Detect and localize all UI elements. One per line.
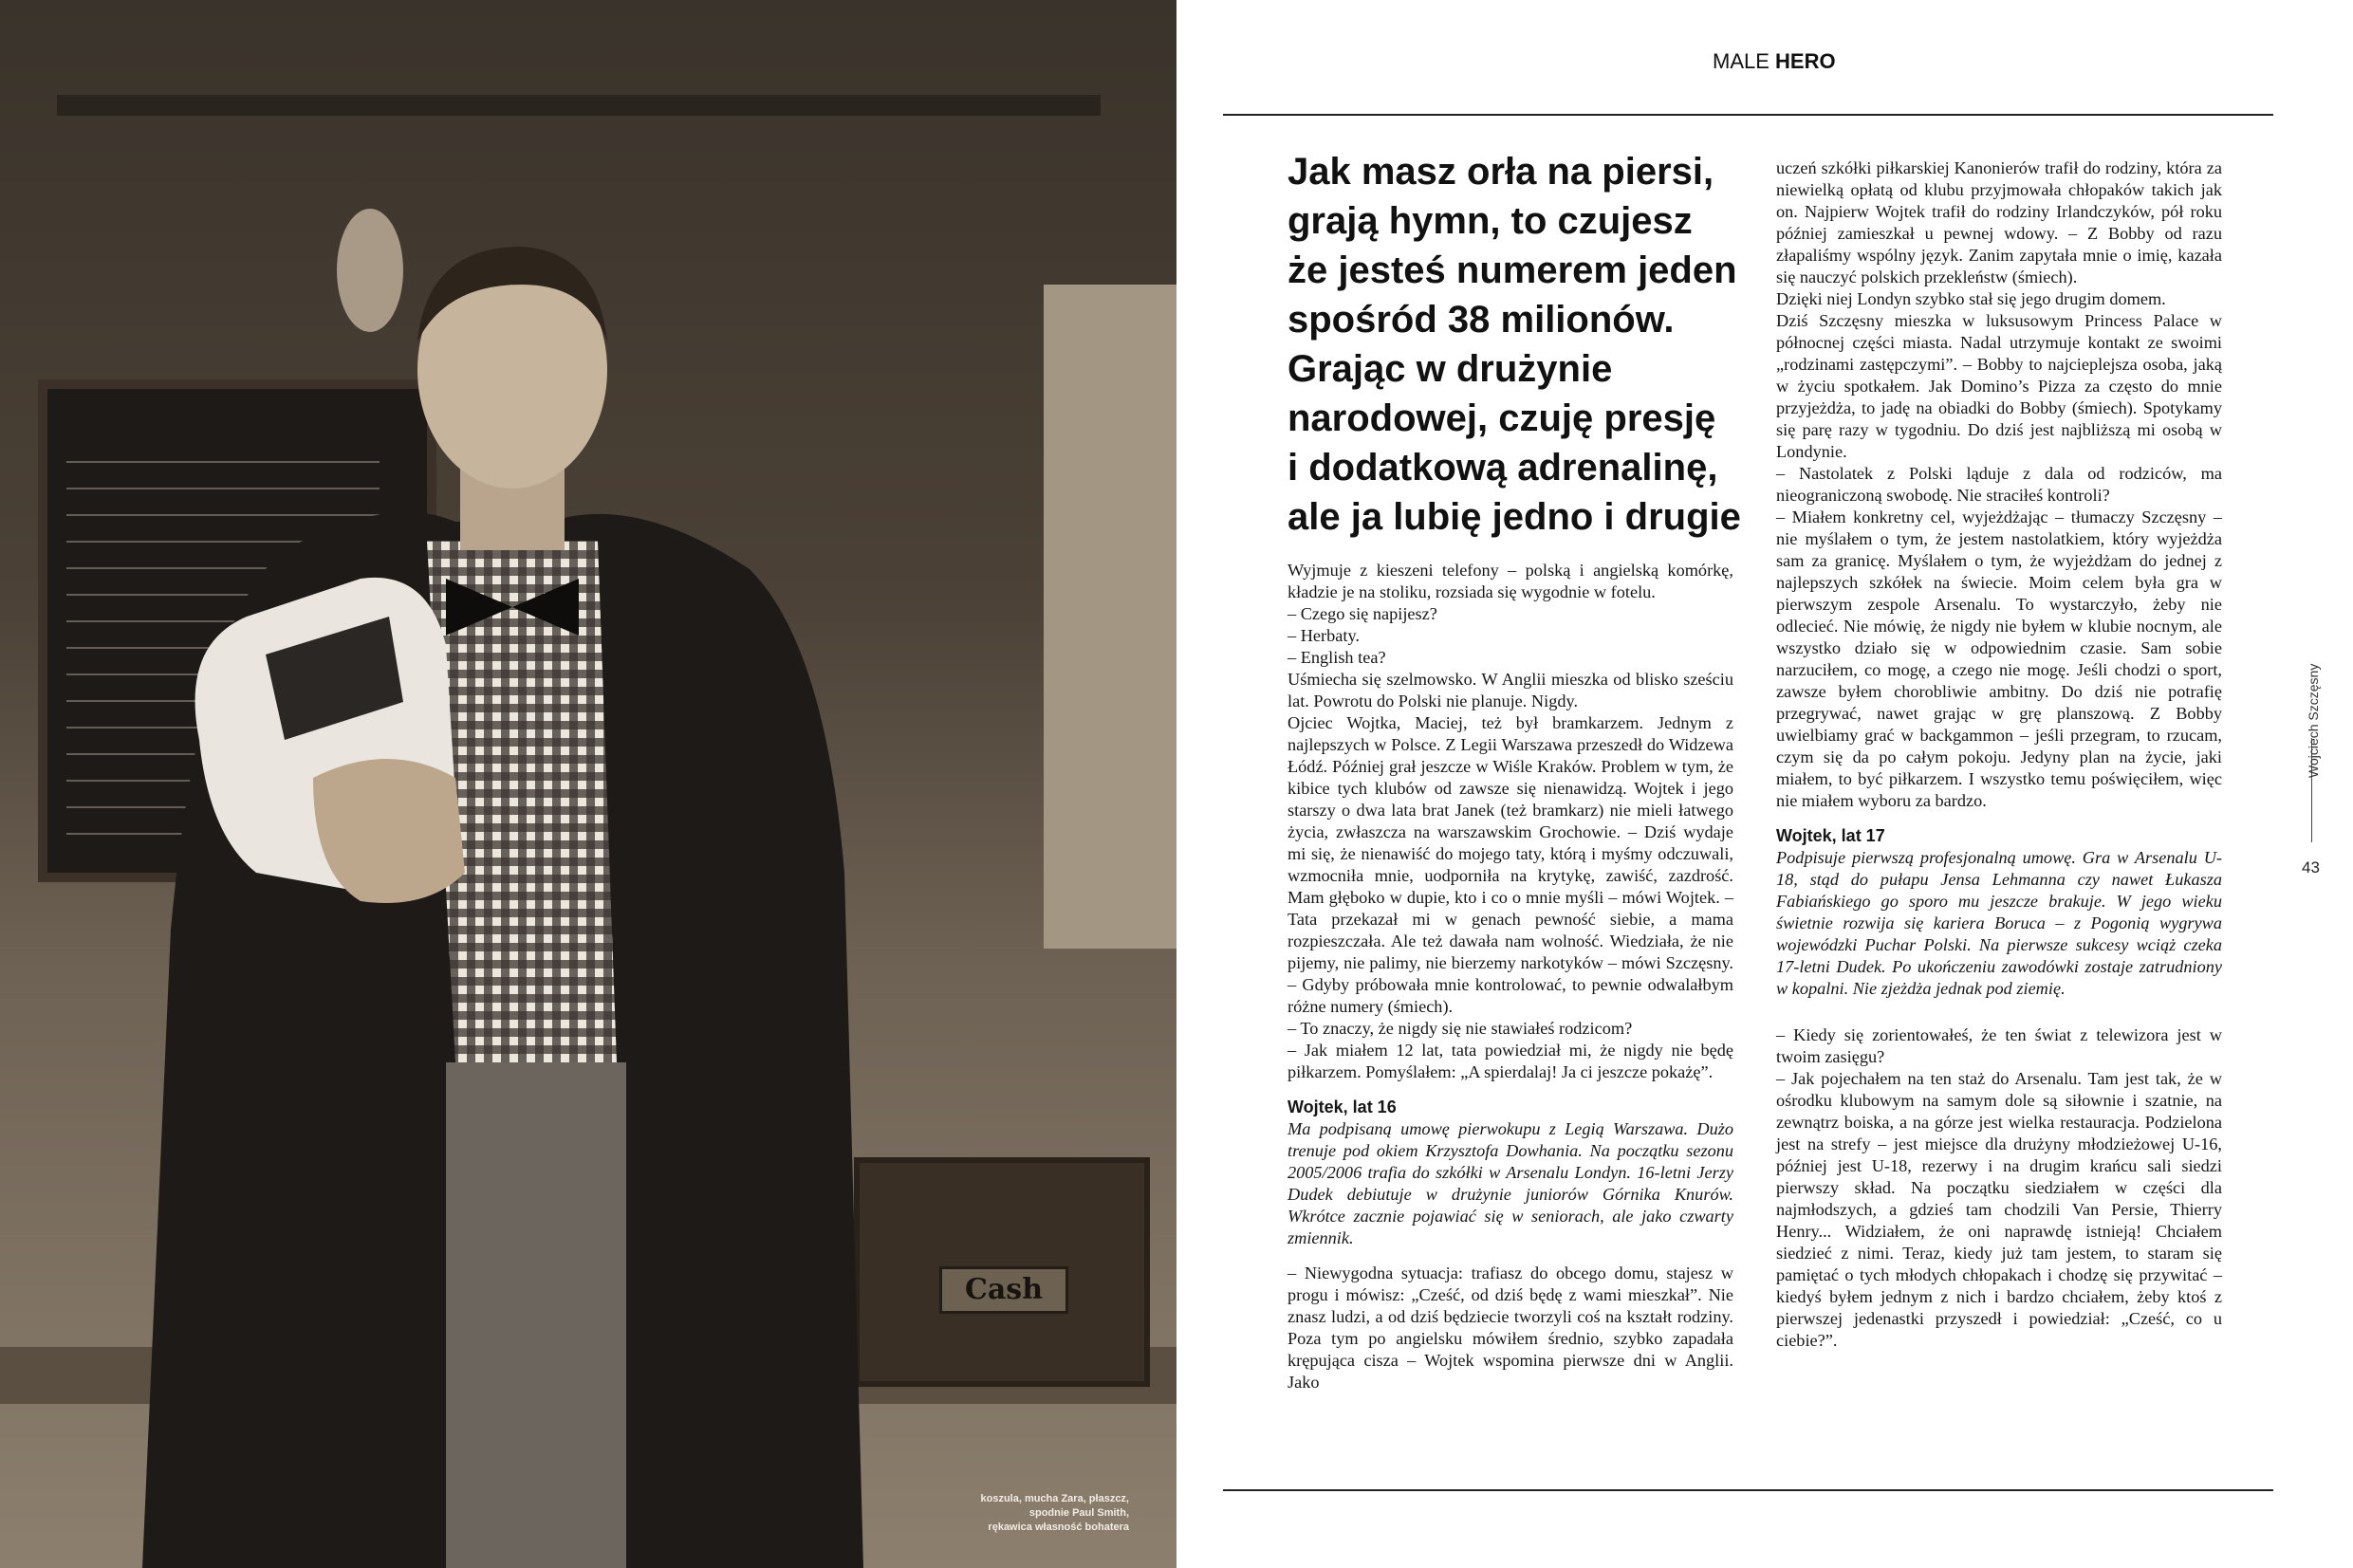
body-paragraph: Dzięki niej Londyn szybko stał się jego drugim domem.: [1776, 289, 2166, 308]
spacer: [1288, 1249, 1733, 1263]
photo-trousers: [446, 1062, 626, 1568]
section-label-bold: HERO: [1775, 49, 1836, 73]
section-label-light: MALE: [1713, 49, 1776, 73]
photo-shelf: [57, 95, 1101, 116]
photo-window-light: [1044, 285, 1176, 949]
pull-quote-line: i dodatkową adrenalinę,: [1288, 447, 1718, 489]
page-number: 43: [2302, 858, 2320, 876]
section-intro: Ma podpisaną umowę pierwokupu z Legią Warszawa. Dużo trenuje pod okiem Krzysztofa Dowhania. Na początku sezonu 2005/2006 trafia do szkółki w Arsenalu Londyn. 16-letni Jerzy Dudek debiutuje w drużynie juniorów Górnika Knurów. Wkrótce zacznie pojawiać się w seniorach, ale jako czwarty zmiennik.: [1288, 1119, 1733, 1247]
pull-quote-line: Jak masz orła na piersi,: [1288, 151, 1714, 193]
pull-quote-line: narodowej, czuję presję: [1288, 397, 1716, 439]
article-column-2: [1776, 157, 2222, 1352]
body-paragraph: – To znaczy, że nigdy się nie stawiałeś rodzicom?: [1288, 1019, 1633, 1038]
spacer: [1776, 1000, 2222, 1024]
body-paragraph: – Kiedy się zorientowałeś, że ten świat z telewizora jest w twoim zasięgu?: [1776, 1025, 2222, 1066]
body-paragraph: – Herbaty.: [1288, 626, 1360, 645]
caption-line: koszula, mucha Zara, płaszcz,: [980, 1493, 1129, 1504]
body-paragraph: Uśmiecha się szelmowsko. W Anglii mieszka od blisko sześciu lat. Powrotu do Polski nie planuje. Nigdy.: [1288, 670, 1733, 710]
pull-quote-line: spośród 38 milionów.: [1288, 299, 1675, 341]
photo-caption: [911, 1492, 1129, 1535]
caption-line: rękawica własność bohatera: [988, 1522, 1129, 1533]
photo-goalkeeper-figure: [142, 209, 977, 1568]
body-paragraph: – English tea?: [1288, 648, 1386, 667]
bottom-rule: [1223, 1489, 2273, 1491]
body-paragraph: Dziś Szczęsny mieszka w luksusowym Princess Palace w północnej części miasta. Nadal utrzymuje kontakt ze swoimi „rodzinami zastępczymi”. – Bobby to najcieplejsza osoba, jaką w życiu spotkałem. Jak Domino’s Pizza za często do mnie przyjeżdża, to jadę na obiadki do Bobby (śmiech). Spotykamy się parę razy w tygodniu. Do dziś jest najbliższą mi osobą w Londynie.: [1776, 311, 2222, 461]
body-paragraph: uczeń szkółki piłkarskiej Kanonierów trafił do rodziny, która za niewielką opłatą od klubu przyjmowała chłopaków takich jak on. Najpierw Wojtek trafił do rodziny Irlandczyków, pół roku później zamieszkał u pewnej wdowy. – Z Bobby od razu złapaliśmy wspólny język. Zanim zapytała mnie o imię, kazała się nauczyć polskich przekleństw (śmiech).: [1776, 158, 2222, 286]
pull-quote-line: grają hymn, to czujesz: [1288, 200, 1693, 242]
pull-quote-line: Grając w drużynie: [1288, 348, 1613, 390]
photo-cash-label: Cash: [939, 1266, 1068, 1314]
top-rule: [1223, 114, 2273, 116]
section-heading: Wojtek, lat 16: [1288, 1098, 1397, 1116]
section-label: [1713, 49, 1836, 74]
article-column-1: [1288, 560, 1733, 1393]
sidebar-author: Wojciech Szczęsny: [2306, 663, 2321, 778]
body-paragraph: – Jak miałem 12 lat, tata powiedział mi, że nigdy nie będę piłkarzem. Pomyślałem: „A spierdalaj! Ja ci jeszcze pokażę”.: [1288, 1041, 1733, 1081]
body-paragraph: – Czego się napijesz?: [1288, 604, 1437, 623]
pull-quote-line: że jesteś numerem jeden: [1288, 249, 1737, 291]
spacer: [1776, 812, 2222, 825]
body-paragraph: – Miałem konkretny cel, wyjeżdżając – tłumaczy Szczęsny – nie myślałem o tym, że jestem nastolatkiem, który wyjeżdża sam za granicę. Myślałem o tym, że wyjeżdżam do jednej z najlepszych szkółek na świecie. Moim celem była gra w pierwszym zespole Arsenalu. To wystarczyło, żeby nie odlecieć. Nie mówię, że nigdy nie byłem w klubie nocnym, ale wszystko działo się w odpowiednim czasie. Sam sobie narzuciłem, co mogę, a czego nie mogę. Jeśli chodzi o sport, zawsze byłem chorobliwie ambitny. Do dziś nie potrafię przegrywać, nawet grając w grę planszową. Z Bobby uwielbiamy grać w backgammon – jeśli przegram, to rzucam, czym się da po całym pokoju. Jedyny plan na życie, jaki miałem, to być piłkarzem. I wszystko temu poświęciłem, więc nie miałem wyboru za bardzo.: [1776, 507, 2222, 810]
body-paragraph: – Nastolatek z Polski ląduje z dala od rodziców, ma nieograniczoną swobodę. Nie straciłeś kontroli?: [1776, 464, 2222, 505]
section-heading: Wojtek, lat 17: [1776, 826, 1885, 845]
cover-photo: [0, 0, 1176, 1568]
pull-quote-line: ale ja lubię jedno i drugie: [1288, 496, 1741, 538]
pull-quote: [1288, 147, 1741, 542]
spacer: [1288, 1083, 1733, 1097]
body-paragraph: Wyjmuje z kieszeni telefony – polską i angielską komórkę, kładzie je na stoliku, rozsiada się wygodnie w fotelu.: [1288, 561, 1733, 601]
caption-line: spodnie Paul Smith,: [1028, 1507, 1129, 1519]
body-paragraph: Ojciec Wojtka, Maciej, też był bramkarzem. Jednym z najlepszych w Polsce. Z Legii Warszawa przeszedł do Widzewa Łódź. Później grał jeszcze w Wiśle Kraków. Problem w tym, że kibice tych klubów od zawsze się nienawidzą. Wojtek i jego starszy o dwa lata brat Janek (też bramkarz) nie mieli łatwego życia, zwłaszcza na warszawskim Grochowie. – Dziś wydaje mi się, że nienawiść do mojego taty, którą i myśmy odczuwali, wzmocniła mnie, uodporniła na krytykę, zawiść, zazdrość. Mam głęboko w dupie, kto i co o mnie myśli – mówi Wojtek. – Tata przekazał mi w genach pewność siebie, a mama rozpieszczała. Ale też dawała nam wolność. Wiedziała, że nie pijemy, nie palimy, nie bierzemy narkotyków – mówi Szczęsny. – Gdyby próbowała mnie kontrolować, to pewnie odwalałbym różne numery (śmiech).: [1288, 713, 1733, 1016]
body-paragraph: – Jak pojechałem na ten staż do Arsenalu. Tam jest tak, że w ośrodku klubowym na samym dole są siłownie i szatnie, na zewnątrz boiska, a na górze jest wielka restauracja. Podzielona jest na strefy – jest miejsce dla drużyny młodzieżowej U-16, później jest U-18, rezerwy i na drugim krańcu sali siedzi pierwszy skład. Na początku siedziałem w części dla najmłodszych, a gdzieś tam chodzili Van Persie, Thierry Henry... Widziałem, że oni naprawdę istnieją! Chciałem siedzieć z nimi. Teraz, kiedy już tam jestem, to staram się pamiętać o tych młodych chłopakach i chodzę się przywitać – kiedyś byłem jednym z nich i bardzo chciałem, żeby ktoś z pierwszej jedenastki przyszedł i powiedział: „Cześć, co u ciebie?”.: [1776, 1069, 2222, 1350]
body-paragraph: – Niewygodna sytuacja: trafiasz do obcego domu, stajesz w progu i mówisz: „Cześć, od dziś będę z wami mieszkał”. Nie znasz ludzi, a od dziś będziecie tworzyli coś na kształt rodziny. Poza tym po angielsku mówiłem średnio, szybko zapadała krępująca cisza – Wojtek wspomina pierwsze dni w Anglii. Jako: [1288, 1264, 1733, 1392]
section-intro: Podpisuje pierwszą profesjonalną umowę. Gra w Arsenalu U-18, stąd do pułapu Jensa Lehmanna czy nawet Łukasza Fabiańskiego go sporo mu jeszcze brakuje. W jego wieku świetnie rozwija się kariera Boruca – z Pogonią wygrywa wojewódzki Puchar Polski. Na pierwsze sukcesy wciąż czeka 17-letni Dudek. Po ukończeniu zawodówki zostaje zatrudniony w kopalni. Nie zjeżdża jednak pod ziemię.: [1776, 848, 2222, 998]
